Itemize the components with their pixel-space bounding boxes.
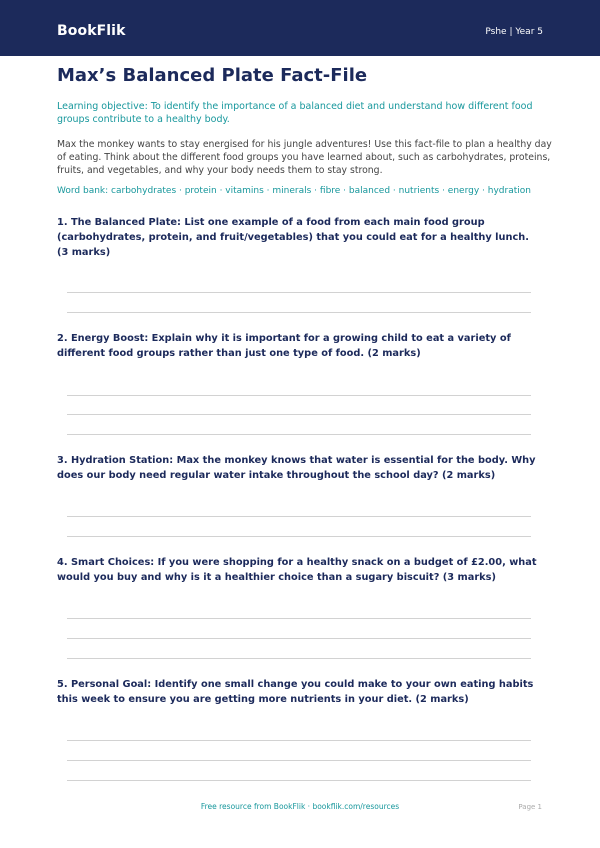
answer-line[interactable]: [67, 312, 531, 313]
answer-line[interactable]: [67, 414, 531, 415]
question-1: 1. The Balanced Plate: List one example of a food from each main food group (carbohydrates, protein, and fruit/vegetables) that you could eat for a healthy lunch. (3 marks): [57, 217, 529, 258]
word-bank: Word bank: carbohydrates · protein · vitamins · minerals · fibre · balanced · nutrients · energy · hydration: [57, 186, 531, 196]
answer-line[interactable]: [67, 536, 531, 537]
question-2: 2. Energy Boost: Explain why it is important for a growing child to eat a variety of different food groups rather than just one type of food. (2 marks): [57, 333, 511, 359]
page-title: Max’s Balanced Plate Fact-File: [57, 65, 368, 86]
intro-paragraph: Max the monkey wants to stay energised for his jungle adventures! Use this fact-file to plan a healthy day of eating. Think about the different food groups you have learned about, such as carbohydrates, proteins, fruits, and vegetables, and why your body needs them to stay strong.: [57, 139, 552, 176]
learning-objective: Learning objective: To identify the importance of a balanced diet and understand how different food groups contribute to a healthy body.: [57, 101, 533, 125]
answer-line[interactable]: [67, 760, 531, 761]
question-5: 5. Personal Goal: Identify one small change you could make to your own eating habits this week to ensure you are getting more nutrients in your diet. (2 marks): [57, 679, 534, 705]
answer-line[interactable]: [67, 395, 531, 396]
answer-line[interactable]: [67, 740, 531, 741]
footer-resource-link[interactable]: Free resource from BookFlik · bookflik.com/resources: [200, 802, 400, 811]
answer-line[interactable]: [67, 434, 531, 435]
answer-line[interactable]: [67, 780, 531, 781]
answer-line[interactable]: [67, 658, 531, 659]
page-number: Page 1: [518, 803, 542, 811]
brand-logo[interactable]: BookFlik: [57, 23, 126, 39]
answer-line[interactable]: [67, 292, 531, 293]
question-4: 4. Smart Choices: If you were shopping for a healthy snack on a budget of £2.00, what would you buy and why is it a healthier choice than a sugary biscuit? (3 marks): [57, 557, 537, 583]
answer-line[interactable]: [67, 618, 531, 619]
question-3: 3. Hydration Station: Max the monkey knows that water is essential for the body. Why does our body need regular water intake throughout the school day? (2 marks): [57, 455, 536, 481]
page-header: [0, 0, 600, 56]
answer-line[interactable]: [67, 516, 531, 517]
subject-year-label: Pshe | Year 5: [485, 27, 543, 37]
answer-line[interactable]: [67, 638, 531, 639]
